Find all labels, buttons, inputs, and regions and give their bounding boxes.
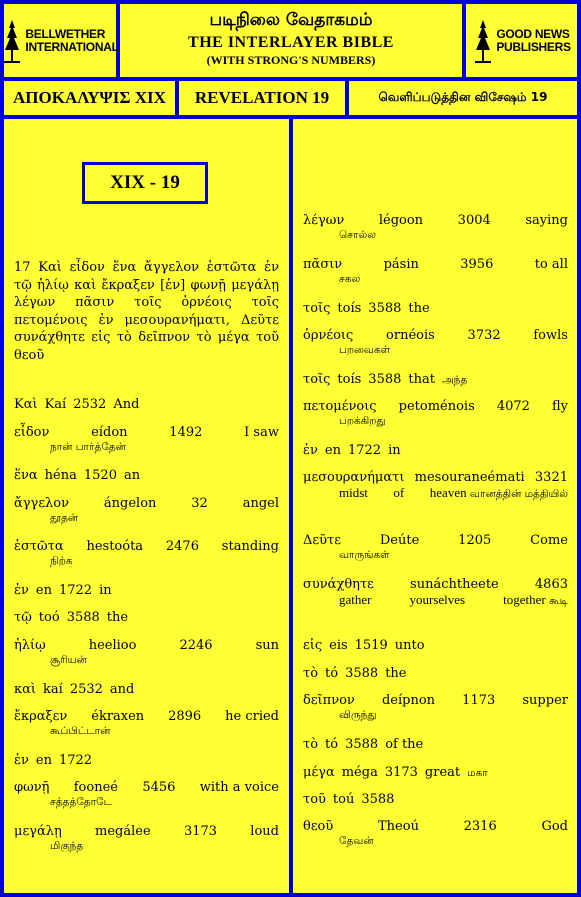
entry-main-line: [303, 443, 568, 458]
english-gloss: the: [106, 610, 129, 625]
book-english: REVELATION 19: [179, 81, 345, 115]
word-entry: [303, 301, 568, 316]
greek-word: δεῖπνον: [303, 693, 355, 708]
strong-number: 1722: [58, 583, 93, 598]
entry-main-line: [303, 470, 568, 485]
verse-text: 17 Καὶ εἶδον ἕνα ἄγγελον ἑστῶτα ἐν τῷ ἡλίῳ καὶ ἔκραξεν [ἐν] φωνῇ μεγάλῃ λέγων πᾶσιν τοῖς ὀρνέοις τοῖς πετομένοις ἐν μεσουρανήματι, Δεῦτε συνάχθητε εἰς τὸ δεῖπνον τὸ μέγα τοῦ θεοῦ: [14, 260, 279, 363]
word-entry: [303, 765, 568, 780]
greek-word: τοῖς: [303, 301, 331, 316]
greek-word: θεοῦ: [303, 819, 334, 834]
word-entry: [303, 443, 568, 458]
strong-number: 2246: [179, 638, 213, 653]
transliteration: toó: [38, 610, 60, 625]
book-tamil: வெளிப்படுத்தின விசேஷம் 19: [349, 81, 577, 115]
greek-word: ἔκραξεν: [14, 709, 68, 724]
transliteration: ornéois: [386, 328, 435, 343]
strong-number: 3321: [534, 470, 568, 485]
transliteration: deípnon: [381, 693, 436, 708]
book-greek: ΑΠΟΚΑΛΥΨΙΣ XIX: [4, 81, 175, 115]
english-gloss: great: [424, 765, 461, 780]
greek-word: τὸ: [303, 666, 319, 681]
word-entry: [303, 213, 568, 242]
entry-english-line: [303, 485, 568, 501]
greek-word: τῷ: [14, 610, 32, 625]
english-gloss: the: [385, 666, 407, 681]
tamil-gloss: விருந்து: [339, 709, 377, 721]
word-entry: [14, 496, 279, 525]
transliteration: eis: [329, 638, 348, 653]
title-tamil: படிநிலை வேதாகமம்: [209, 10, 373, 30]
transliteration: toú: [332, 792, 355, 807]
strong-number: 2532: [73, 397, 107, 412]
entry-main-line: [14, 496, 279, 511]
strong-number: 1722: [58, 753, 93, 768]
entry-main-line: [303, 638, 568, 653]
entry-main-line: [14, 425, 279, 440]
entry-main-line: [303, 372, 568, 387]
transliteration: ékraxen: [91, 709, 145, 724]
tamil-gloss: மிகுந்த: [50, 840, 84, 852]
english-gloss: in: [99, 583, 112, 598]
greek-word: Καὶ: [14, 397, 38, 412]
english-gloss: in: [388, 443, 401, 458]
word-entry: [303, 638, 568, 653]
tamil-gloss: சத்தத்தோடே: [50, 796, 112, 808]
english-gloss: And: [113, 397, 140, 412]
tamil-gloss: கூப்பிட்டான்: [50, 725, 111, 737]
english-word: gather: [339, 592, 372, 607]
entry-main-line: [14, 682, 279, 697]
entry-main-line: [14, 638, 279, 653]
transliteration: méga: [341, 765, 378, 780]
greek-word: Δεῦτε: [303, 533, 341, 548]
word-entry: [303, 819, 568, 848]
english-gloss: he cried: [225, 709, 279, 724]
transliteration: kaí: [43, 682, 63, 697]
english-gloss: and: [109, 682, 135, 697]
english-word: heaven வானத்தின் மத்தியில்: [429, 485, 568, 500]
strong-number: 1519: [354, 638, 388, 653]
transliteration: Kaí: [44, 397, 67, 412]
english-gloss: supper: [522, 693, 568, 708]
strong-number: 2532: [69, 682, 103, 697]
entry-main-line: [303, 257, 568, 272]
greek-word: πετομένοις: [303, 399, 377, 414]
english-word: together கூடி: [503, 592, 568, 607]
greek-word: ἐν: [14, 583, 29, 598]
title-sub: (WITH STRONG'S NUMBERS): [206, 53, 376, 67]
transliteration: toís: [337, 372, 362, 387]
greek-word: ἐν: [303, 443, 318, 458]
word-entry: [14, 709, 279, 738]
tamil-gloss: நிற்க: [50, 555, 73, 567]
transliteration: fooneé: [73, 780, 118, 795]
transliteration: hestoóta: [86, 539, 144, 554]
word-entry: [303, 737, 568, 752]
entry-main-line: [303, 792, 568, 807]
greek-word: τὸ: [303, 737, 319, 752]
entry-main-line: [14, 397, 279, 412]
strong-number: 1492: [169, 425, 203, 440]
entry-main-line: [303, 328, 568, 343]
right-logo-line1: GOOD NEWS: [496, 26, 570, 41]
strong-number: 3588: [345, 737, 379, 752]
tamil-gloss: பறவைகள்: [339, 344, 391, 356]
entry-main-line: [303, 666, 568, 681]
good-news-logo: [466, 4, 577, 77]
tamil-gloss: மகா: [467, 767, 488, 779]
entry-main-line: [303, 533, 568, 548]
left-logo-line1: BELLWETHER: [25, 26, 106, 41]
word-entry: [303, 399, 568, 428]
transliteration: ángelon: [103, 496, 157, 511]
greek-word: μέγα: [303, 765, 335, 780]
transliteration: Deúte: [379, 533, 420, 548]
strong-number: 1722: [347, 443, 382, 458]
tamil-gloss: சூரியன்: [50, 654, 87, 666]
transliteration: pásin: [383, 257, 419, 272]
tamil-gloss: கூடி: [545, 595, 568, 607]
entry-main-line: [14, 539, 279, 554]
transliteration: petoménois: [398, 399, 475, 414]
strong-number: 2316: [463, 819, 497, 834]
english-word: midst: [339, 485, 368, 500]
chapter-box: XIX - 19: [82, 162, 208, 204]
strong-number: 2476: [165, 539, 199, 554]
english-gloss: standing: [221, 539, 279, 554]
greek-word: τοῦ: [303, 792, 326, 807]
strong-number: 4072: [496, 399, 530, 414]
strong-number: 3004: [457, 213, 491, 228]
english-gloss: an: [123, 468, 141, 483]
word-entry: [14, 638, 279, 667]
entry-main-line: [303, 577, 568, 592]
tamil-gloss: வாருங்கள்: [339, 549, 390, 561]
word-entry: [303, 666, 568, 681]
transliteration: héna: [44, 468, 77, 483]
transliteration: sunáchtheete: [410, 577, 499, 592]
transliteration: en: [35, 753, 52, 768]
transliteration: en: [35, 583, 52, 598]
entry-main-line: [14, 824, 279, 839]
word-entry: [14, 397, 279, 412]
word-entry: [14, 425, 279, 454]
strong-number: 3588: [368, 372, 402, 387]
entry-main-line: [14, 583, 279, 598]
greek-word: συνάχθητε: [303, 577, 374, 592]
tamil-gloss: அந்த: [441, 374, 468, 386]
english-gloss: loud: [250, 824, 279, 839]
entry-main-line: [303, 301, 568, 316]
english-gloss: angel: [242, 496, 279, 511]
transliteration: mesouraneémati: [414, 470, 525, 485]
english-gloss: saying: [525, 213, 568, 228]
transliteration: Theoú: [378, 819, 419, 834]
strong-number: 1205: [458, 533, 492, 548]
english-word: of: [393, 485, 405, 500]
word-entry: [14, 682, 279, 697]
word-entry: [14, 824, 279, 853]
greek-word: λέγων: [303, 213, 345, 228]
word-entry: [303, 328, 568, 357]
word-entry: [303, 693, 568, 722]
greek-word: φωνῇ: [14, 780, 50, 795]
word-entry: [303, 372, 568, 387]
english-word: yourselves: [409, 592, 466, 607]
word-entry: [14, 468, 279, 483]
entry-main-line: [14, 780, 279, 795]
transliteration: toís: [337, 301, 362, 316]
english-gloss: unto: [394, 638, 425, 653]
entry-main-line: [14, 468, 279, 483]
entry-main-line: [303, 765, 568, 780]
word-entry: [303, 533, 568, 562]
word-entry: [14, 753, 279, 768]
right-logo-line2: PUBLISHERS: [496, 39, 571, 54]
strong-number: 4863: [534, 577, 568, 592]
transliteration: megálee: [95, 824, 151, 839]
greek-word: ἐν: [14, 753, 29, 768]
entry-main-line: [303, 737, 568, 752]
english-gloss: to all: [534, 257, 568, 272]
word-entry: [14, 539, 279, 568]
strong-number: 3956: [460, 257, 494, 272]
word-entry: [14, 780, 279, 809]
title-panel: [120, 4, 462, 77]
english-gloss: fly: [551, 399, 568, 414]
word-entry: [14, 610, 279, 625]
greek-word: πᾶσιν: [303, 257, 343, 272]
entry-main-line: [303, 399, 568, 414]
entry-main-line: [303, 213, 568, 228]
tamil-gloss: நான் பார்த்தேன்: [50, 441, 126, 453]
entry-main-line: [14, 610, 279, 625]
strong-number: 5456: [142, 780, 176, 795]
strong-number: 3732: [467, 328, 501, 343]
tamil-gloss: சொல்ல: [339, 229, 376, 241]
tamil-gloss: தேவன்: [339, 835, 374, 847]
entry-main-line: [303, 819, 568, 834]
entry-main-line: [14, 709, 279, 724]
word-entry: [303, 257, 568, 286]
strong-number: 3588: [345, 666, 379, 681]
transliteration: tó: [325, 666, 339, 681]
tree-icon: [1, 18, 23, 64]
english-gloss: with a voice: [199, 780, 279, 795]
strong-number: 3588: [368, 301, 402, 316]
english-gloss: sun: [255, 638, 279, 653]
tamil-gloss: வானத்தின் மத்தியில்: [466, 488, 568, 500]
word-entry: [14, 583, 279, 598]
title-main: THE INTERLAYER BIBLE: [188, 34, 394, 51]
word-entry: [303, 577, 568, 608]
greek-word: ἕνα: [14, 468, 38, 483]
tamil-gloss: பறக்கிறது: [339, 415, 386, 427]
greek-word: καὶ: [14, 682, 37, 697]
greek-word: εἶδον: [14, 425, 50, 440]
english-gloss: Come: [530, 533, 568, 548]
strong-number: 3588: [66, 610, 100, 625]
tree-icon: [472, 18, 494, 64]
transliteration: heelioo: [88, 638, 137, 653]
english-gloss: of the: [385, 737, 424, 752]
strong-number: 3173: [183, 824, 218, 839]
transliteration: légoon: [378, 213, 424, 228]
transliteration: en: [324, 443, 341, 458]
entry-english-line: [303, 592, 568, 608]
word-entry: [303, 792, 568, 807]
greek-word: τοῖς: [303, 372, 331, 387]
english-gloss: fowls: [533, 328, 568, 343]
greek-word: μεγάλῃ: [14, 824, 62, 839]
transliteration: tó: [325, 737, 339, 752]
tamil-gloss: சகல: [339, 273, 361, 285]
strong-number: 2896: [168, 709, 202, 724]
tamil-gloss: தூதன்: [50, 512, 79, 524]
english-gloss: God: [541, 819, 568, 834]
english-gloss: the: [408, 301, 430, 316]
greek-word: ἑστῶτα: [14, 539, 64, 554]
strong-number: 1173: [462, 693, 496, 708]
word-entry: [303, 470, 568, 501]
greek-word: εἰς: [303, 638, 323, 653]
bellwether-logo: [4, 4, 119, 77]
strong-number: 1520: [83, 468, 117, 483]
entry-main-line: [303, 693, 568, 708]
strong-number: 32: [191, 496, 208, 511]
strong-number: 3588: [361, 792, 395, 807]
entry-main-line: [14, 753, 279, 768]
transliteration: eídon: [91, 425, 128, 440]
english-gloss: I saw: [244, 425, 279, 440]
english-gloss: that: [408, 372, 435, 387]
left-logo-line2: INTERNATIONAL: [25, 39, 119, 54]
strong-number: 3173: [384, 765, 418, 780]
greek-word: ἡλίῳ: [14, 638, 46, 653]
greek-word: ἄγγελον: [14, 496, 70, 511]
greek-word: ὀρνέοις: [303, 328, 354, 343]
greek-word: μεσουρανήματι: [303, 470, 405, 485]
